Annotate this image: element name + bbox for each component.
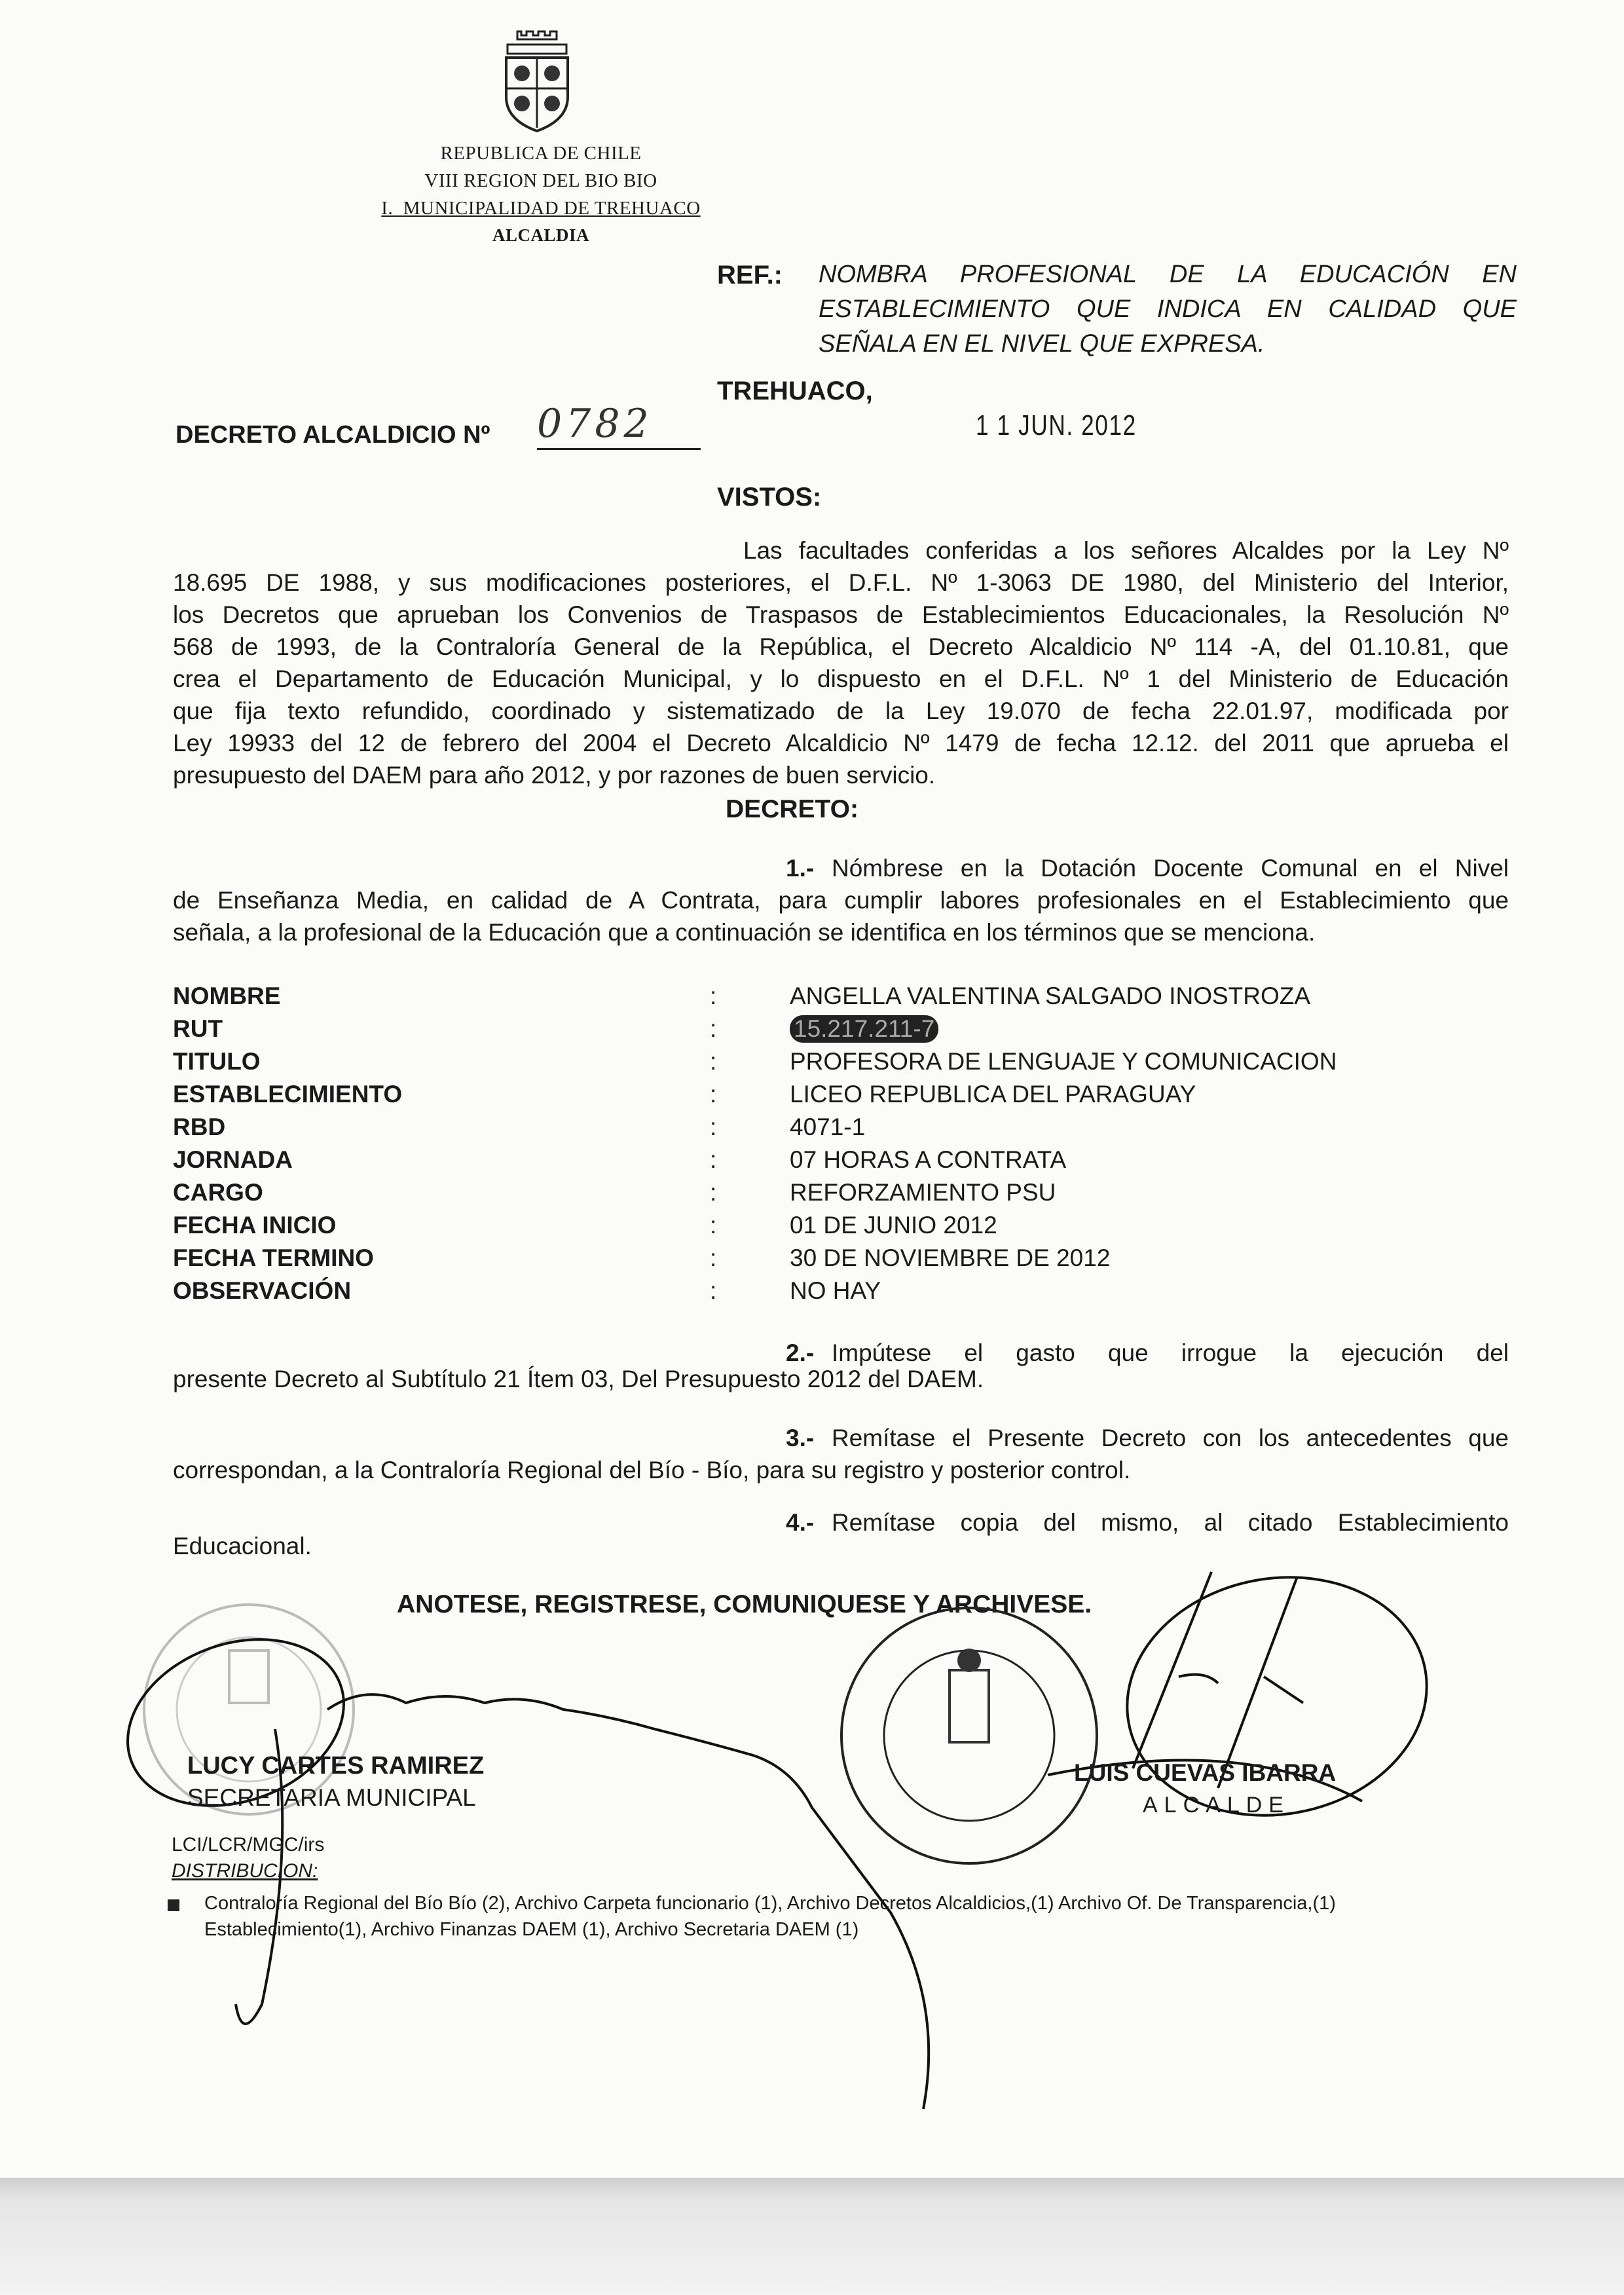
- item-number: 3.-: [786, 1425, 815, 1451]
- closing-formula: ANOTESE, REGISTRESE, COMUNIQUESE Y ARCHIVESE.: [397, 1590, 1092, 1618]
- detail-value: 30 DE NOVIEMBRE DE 2012: [790, 1244, 1111, 1271]
- detail-value: 07 HORAS A CONTRATA: [790, 1146, 1067, 1173]
- header-prefix: I.: [381, 198, 394, 219]
- item2-line: presente Decreto al Subtítulo 21 Ítem 03, Del Presupuesto 2012 del DAEM.: [173, 1366, 984, 1392]
- header-republic: REPUBLICA DE CHILE: [440, 143, 642, 164]
- detail-separator: :: [710, 1244, 717, 1271]
- decreto-heading: DECRETO:: [726, 795, 858, 823]
- detail-separator: :: [710, 1113, 717, 1140]
- ref-line: ESTABLECIMIENTO QUE INDICA EN CALIDAD QUE: [819, 295, 1517, 323]
- mayor-name: LUIS CUEVAS IBARRA: [1074, 1759, 1337, 1786]
- detail-label: RBD: [173, 1113, 226, 1140]
- detail-label: JORNADA: [173, 1146, 293, 1173]
- detail-label: NOMBRE: [173, 982, 281, 1009]
- detail-value: REFORZAMIENTO PSU: [790, 1179, 1056, 1206]
- vistos-line: presupuesto del DAEM para año 2012, y por razones de buen servicio.: [173, 762, 936, 789]
- detail-label: FECHA INICIO: [173, 1212, 337, 1239]
- header-municipality-name: MUNICIPALIDAD DE TREHUACO: [403, 198, 701, 219]
- detail-separator: :: [710, 1212, 717, 1239]
- header-region: VIII REGION DEL BIO BIO: [424, 170, 657, 191]
- decree-label: DECRETO ALCALDICIO Nº: [175, 421, 490, 449]
- secretary-title: SECRETARIA MUNICIPAL: [187, 1784, 476, 1811]
- detail-value: NO HAY: [790, 1277, 881, 1304]
- initials: LCI/LCR/MGC/irs: [172, 1834, 325, 1856]
- distribution-line: Establecimiento(1), Archivo Finanzas DAEM (1), Archivo Secretaria DAEM (1): [204, 1919, 859, 1940]
- ref-label: REF.:: [717, 261, 783, 289]
- detail-value: 4071-1: [790, 1113, 866, 1140]
- detail-label: TITULO: [173, 1048, 261, 1075]
- mayor-title: ALCALDE: [1143, 1793, 1290, 1818]
- detail-separator: :: [710, 1146, 717, 1173]
- detail-label: OBSERVACIÓN: [173, 1277, 352, 1304]
- detail-separator: :: [710, 1015, 717, 1042]
- vistos-heading: VISTOS:: [717, 483, 822, 512]
- vistos-line: crea el Departamento de Educación Municipal, y lo dispuesto en el D.F.L. Nº 1 del Ministerio de Educación: [173, 665, 1509, 692]
- item-number: 1.-: [786, 855, 815, 882]
- detail-value: LICEO REPUBLICA DEL PARAGUAY: [790, 1081, 1196, 1108]
- vistos-line: 18.695 DE 1988, y sus modificaciones posteriores, el D.F.L. Nº 1-3063 DE 1980, del Ministerio del Interior,: [173, 569, 1509, 596]
- vistos-line: Ley 19933 del 12 de febrero del 2004 el Decreto Alcaldicio Nº 1479 de fecha 12.12. del 2011 que aprueba el: [173, 730, 1509, 756]
- detail-separator: :: [710, 1179, 717, 1206]
- detail-separator: :: [710, 982, 717, 1009]
- item1-line: de Enseñanza Media, en calidad de A Contrata, para cumplir labores profesionales en el Establecimiento que: [173, 887, 1509, 914]
- ref-line: SEÑALA EN EL NIVEL QUE EXPRESA.: [819, 330, 1265, 358]
- item1-line: señala, a la profesional de la Educación que a continuación se identifica en los términos que se menciona.: [173, 919, 1316, 946]
- place-label: TREHUACO,: [717, 377, 873, 405]
- distribution-line: Contraloría Regional del Bío Bío (2), Archivo Carpeta funcionario (1), Archivo Decretos Alcaldicios,(1) Archivo Of. De Transparencia,(1): [204, 1893, 1336, 1914]
- detail-value: 15.217.211-7: [790, 1015, 938, 1043]
- item2-line: Impútese el gasto que irrogue la ejecución del: [832, 1339, 1509, 1366]
- detail-separator: :: [710, 1277, 717, 1304]
- bullet-icon: [168, 1899, 179, 1911]
- detail-separator: :: [710, 1048, 717, 1075]
- header-municipality: [312, 198, 770, 219]
- header-alcaldia: ALCALDIA: [492, 225, 590, 245]
- ref-line: NOMBRA PROFESIONAL DE LA EDUCACIÓN EN: [819, 261, 1517, 288]
- scan-edge: [0, 2178, 1624, 2295]
- detail-label: RUT: [173, 1015, 223, 1042]
- coat-of-arms-logo: [494, 26, 580, 134]
- date-stamp: 1 1 JUN. 2012: [976, 409, 1137, 441]
- detail-label: CARGO: [173, 1179, 263, 1206]
- item3-line: correspondan, a la Contraloría Regional del Bío - Bío, para su registro y posterior control.: [173, 1457, 1131, 1483]
- item-number: 4.-: [786, 1509, 815, 1536]
- item-number: 2.-: [786, 1339, 815, 1366]
- detail-value: PROFESORA DE LENGUAJE Y COMUNICACION: [790, 1048, 1337, 1075]
- item4-line: Remítase copia del mismo, al citado Establecimiento: [832, 1509, 1509, 1536]
- detail-value: 01 DE JUNIO 2012: [790, 1212, 997, 1239]
- distribution-heading: DISTRIBUCION:: [172, 1860, 318, 1882]
- detail-separator: :: [710, 1081, 717, 1108]
- vistos-line: los Decretos que aprueban los Convenios de Traspasos de Establecimientos Educacionales, la Resolución Nº: [173, 601, 1509, 628]
- detail-value: ANGELLA VALENTINA SALGADO INOSTROZA: [790, 982, 1311, 1009]
- detail-label: FECHA TERMINO: [173, 1244, 374, 1271]
- decree-number-handwritten: 0782: [537, 401, 701, 450]
- item3-line: Remítase el Presente Decreto con los antecedentes que: [832, 1425, 1509, 1451]
- item1-line: Nómbrese en la Dotación Docente Comunal en el Nivel: [832, 855, 1509, 882]
- detail-label: ESTABLECIMIENTO: [173, 1081, 403, 1108]
- vistos-line: que fija texto refundido, coordinado y sistematizado de la Ley 19.070 de fecha 22.01.97, modificada por: [173, 698, 1509, 724]
- vistos-line: Las facultades conferidas a los señores Alcaldes por la Ley Nº: [743, 537, 1509, 564]
- vistos-line: 568 de 1993, de la Contraloría General de la República, el Decreto Alcaldicio Nº 114 -A, del 01.10.81, que: [173, 633, 1509, 660]
- item4-line: Educacional.: [173, 1533, 312, 1559]
- secretary-name: LUCY CARTES RAMIREZ: [187, 1752, 485, 1780]
